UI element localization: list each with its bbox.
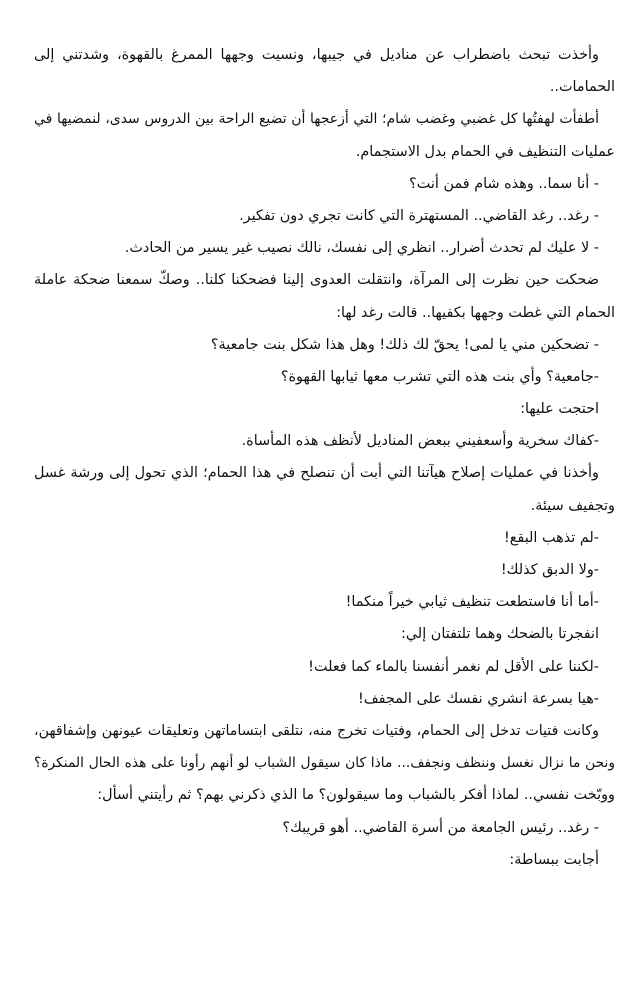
text-line: - رغد.. رئيس الجامعة من أسرة القاضي.. أهو قريبك؟ — [282, 819, 599, 836]
text-line: احتجت عليها: — [520, 401, 599, 418]
text-line: وأخذت تبحث باضطراب عن مناديل في جيبها، ونسيت وجهها الممرغ بالقهوة، وشدتني إلى — [34, 47, 599, 63]
text-line: وتجفيف سيئة. — [530, 497, 615, 514]
text-line: -جامعية؟ وأي بنت هذه التي تشرب معها ثيابها القهوة؟ — [280, 368, 599, 385]
text-line: -لكننا على الأقل لم نغمر أنفسنا بالماء كما فعلت! — [308, 658, 599, 675]
text-line: الحمامات.. — [549, 79, 615, 96]
text-line: وأخذنا في عمليات إصلاح هيآتنا التي أبت أن تنصلح في هذا الحمام؛ الذي تحول إلى ورشة غسل — [34, 465, 599, 482]
text-line: انفجرتا بالضحك وهما تلتفتان إلي: — [400, 626, 599, 643]
text-line: ضحكت حين نظرت إلى المرآة، وانتقلت العدوى إلينا فضحكنا كلنا.. وصكّ سمعنا ضحكة عاملة — [34, 272, 599, 289]
text-line: -أما أنا فاستطعت تنظيف ثيابي خيراً منكما! — [345, 594, 599, 611]
text-line: وكانت فتيات تدخل إلى الحمام، وفتيات تخرج منه، نتلقى ابتساماتهن وتعليقات عيونهن وإشفاقهن، — [34, 722, 599, 739]
document-body — [34, 39, 615, 876]
text-line: -كفاك سخرية وأسعفيني ببعض المناديل لأنظف هذه المأساة. — [241, 433, 599, 450]
text-line: -ولا الدبق كذلك! — [500, 562, 599, 578]
text-line: - لا عليك لم تحدث أضرار.. انظري إلى نفسك، نالك نصيب غير يسير من الحادث. — [124, 240, 599, 257]
text-line: -لم تذهب البقع! — [503, 529, 599, 546]
text-line: أجابت ببساطة: — [509, 851, 599, 868]
text-line: ووبّخت نفسي.. لماذا أفكر بالشباب وما سيقولون؟ ما الذي ذكرني بهم؟ ثم رأيتني أسأل: — [97, 787, 615, 804]
text-line: - رغد.. رغد القاضي.. المستهترة التي كانت تجري دون تفكير. — [239, 207, 599, 224]
text-line: - تضحكين مني يا لمى! يحقّ لك ذلك! وهل هذا شكل بنت جامعية؟ — [210, 336, 599, 353]
text-line: - أنا سما.. وهذه شام فمن أنت؟ — [409, 175, 599, 192]
text-line: ونحن ما نزال نغسل وننظف ونجفف... ماذا كان سيقول الشباب لو أنهم رأونا على هذه الحال المنكرة؟ — [34, 755, 615, 772]
text-line: عمليات التنظيف في الحمام بدل الاستجمام. — [355, 143, 615, 160]
text-line: -هيا بسرعة انشري نفسك على المجفف! — [357, 690, 599, 707]
text-line: أطفأت لهفتُها كل غضبي وغضب شام؛ التي أزعجها أن تضيع الراحة بين الدروس سدى، لنمضيها في — [34, 111, 599, 128]
text-line: الحمام التي غطت وجهها بكفيها.. قالت رغد لها: — [336, 304, 615, 321]
